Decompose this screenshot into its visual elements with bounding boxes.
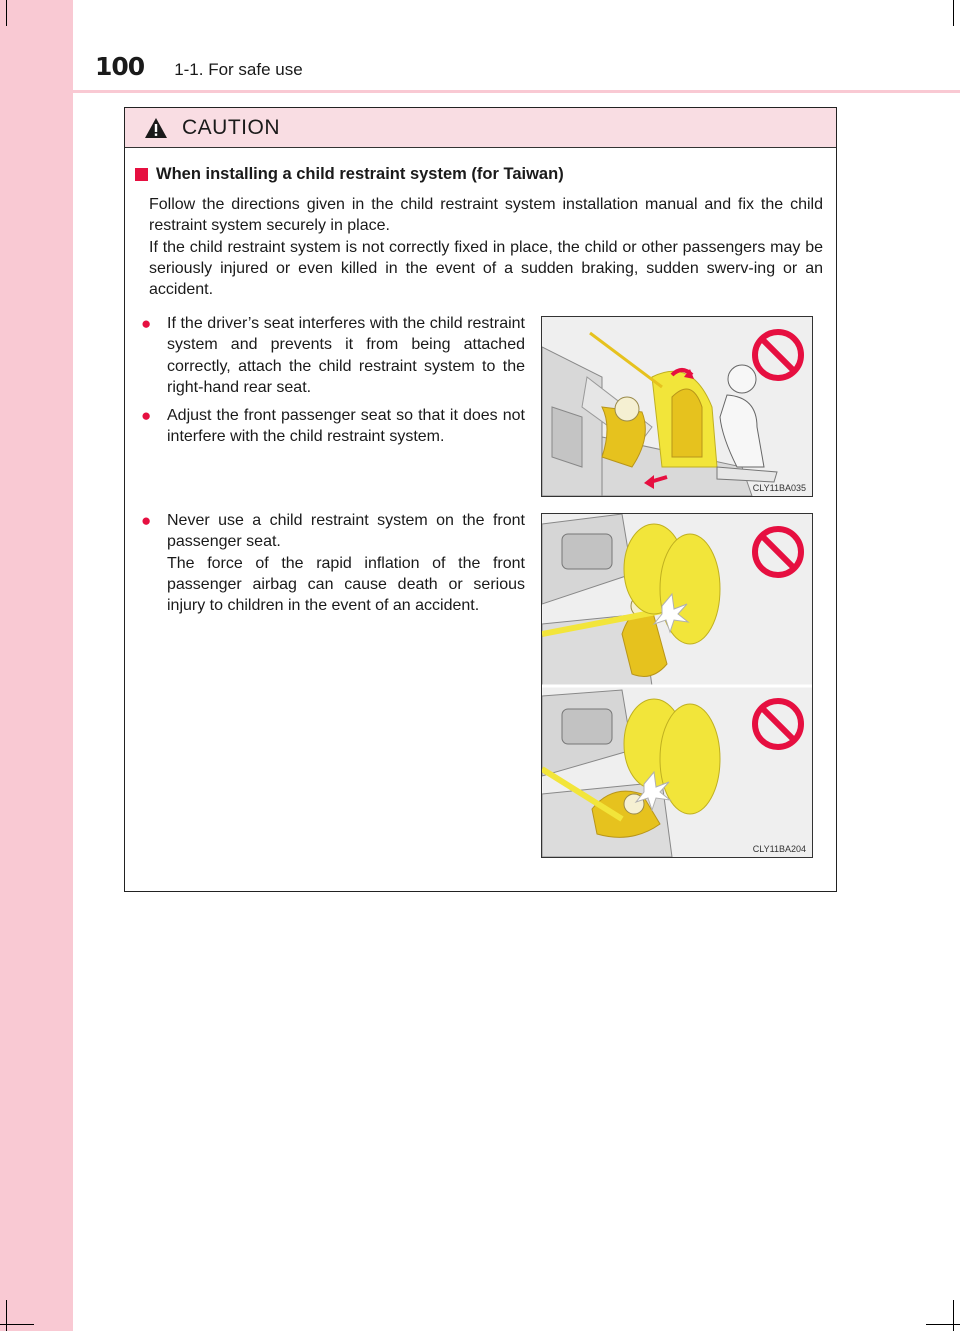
rear-seat-illustration — [542, 317, 812, 496]
caution-heading — [135, 165, 564, 184]
caution-box — [124, 107, 837, 892]
figure-rear-seat — [541, 316, 813, 497]
side-band — [0, 0, 73, 1331]
caution-heading-text: When installing a child restraint system (for Taiwan) — [156, 165, 564, 183]
bullet-dot-icon: ● — [141, 511, 152, 530]
warning-triangle-icon — [144, 117, 168, 139]
front-seat-illustration — [542, 514, 812, 857]
crop-mark — [953, 1300, 954, 1331]
figure-code: CLY11BA204 — [752, 844, 806, 854]
bullet-item — [141, 510, 525, 616]
page-header — [95, 52, 303, 86]
section-title: 1-1. For safe use — [174, 60, 303, 79]
figure-code: CLY11BA035 — [752, 483, 806, 493]
page-number: 100 — [95, 52, 145, 81]
bullet-text: Never use a child restraint system on the front passenger seat. — [167, 512, 525, 551]
bullet-text: Adjust the front passenger seat so that it does not interfere with the child restraint system. — [167, 407, 525, 446]
intro-paragraph: Follow the directions given in the child restraint system installation manual and fix the child restraint system securely in place. — [149, 196, 823, 235]
bullet-dot-icon: ● — [141, 314, 152, 333]
bullet-dot-icon: ● — [141, 406, 152, 425]
crop-mark — [926, 1324, 960, 1325]
caution-header — [125, 108, 836, 148]
intro-paragraph: If the child restraint system is not correctly fixed in place, the child or other passengers may be seriously injured or even killed in the event of a sudden braking, sudden swerv-ing or an accident. — [149, 238, 823, 299]
caution-intro — [149, 194, 823, 300]
figure-front-seat — [541, 513, 813, 858]
bullet-text: If the driver’s seat interferes with the child restraint system and prevents it from being attached correctly, attach the child restraint system to the right-hand rear seat. — [167, 315, 525, 396]
crop-mark — [6, 1300, 7, 1331]
header-rule — [73, 90, 960, 93]
crop-mark — [953, 0, 954, 26]
square-bullet-icon — [135, 168, 148, 181]
bullet-item — [141, 313, 525, 398]
crop-mark — [6, 0, 7, 26]
caution-title: CAUTION — [182, 115, 280, 139]
bullet-item — [141, 405, 525, 448]
bullet-text: The force of the rapid inflation of the front passenger airbag can cause death or serious injury to children in the event of an accident. — [167, 554, 525, 615]
crop-mark — [0, 1324, 34, 1325]
